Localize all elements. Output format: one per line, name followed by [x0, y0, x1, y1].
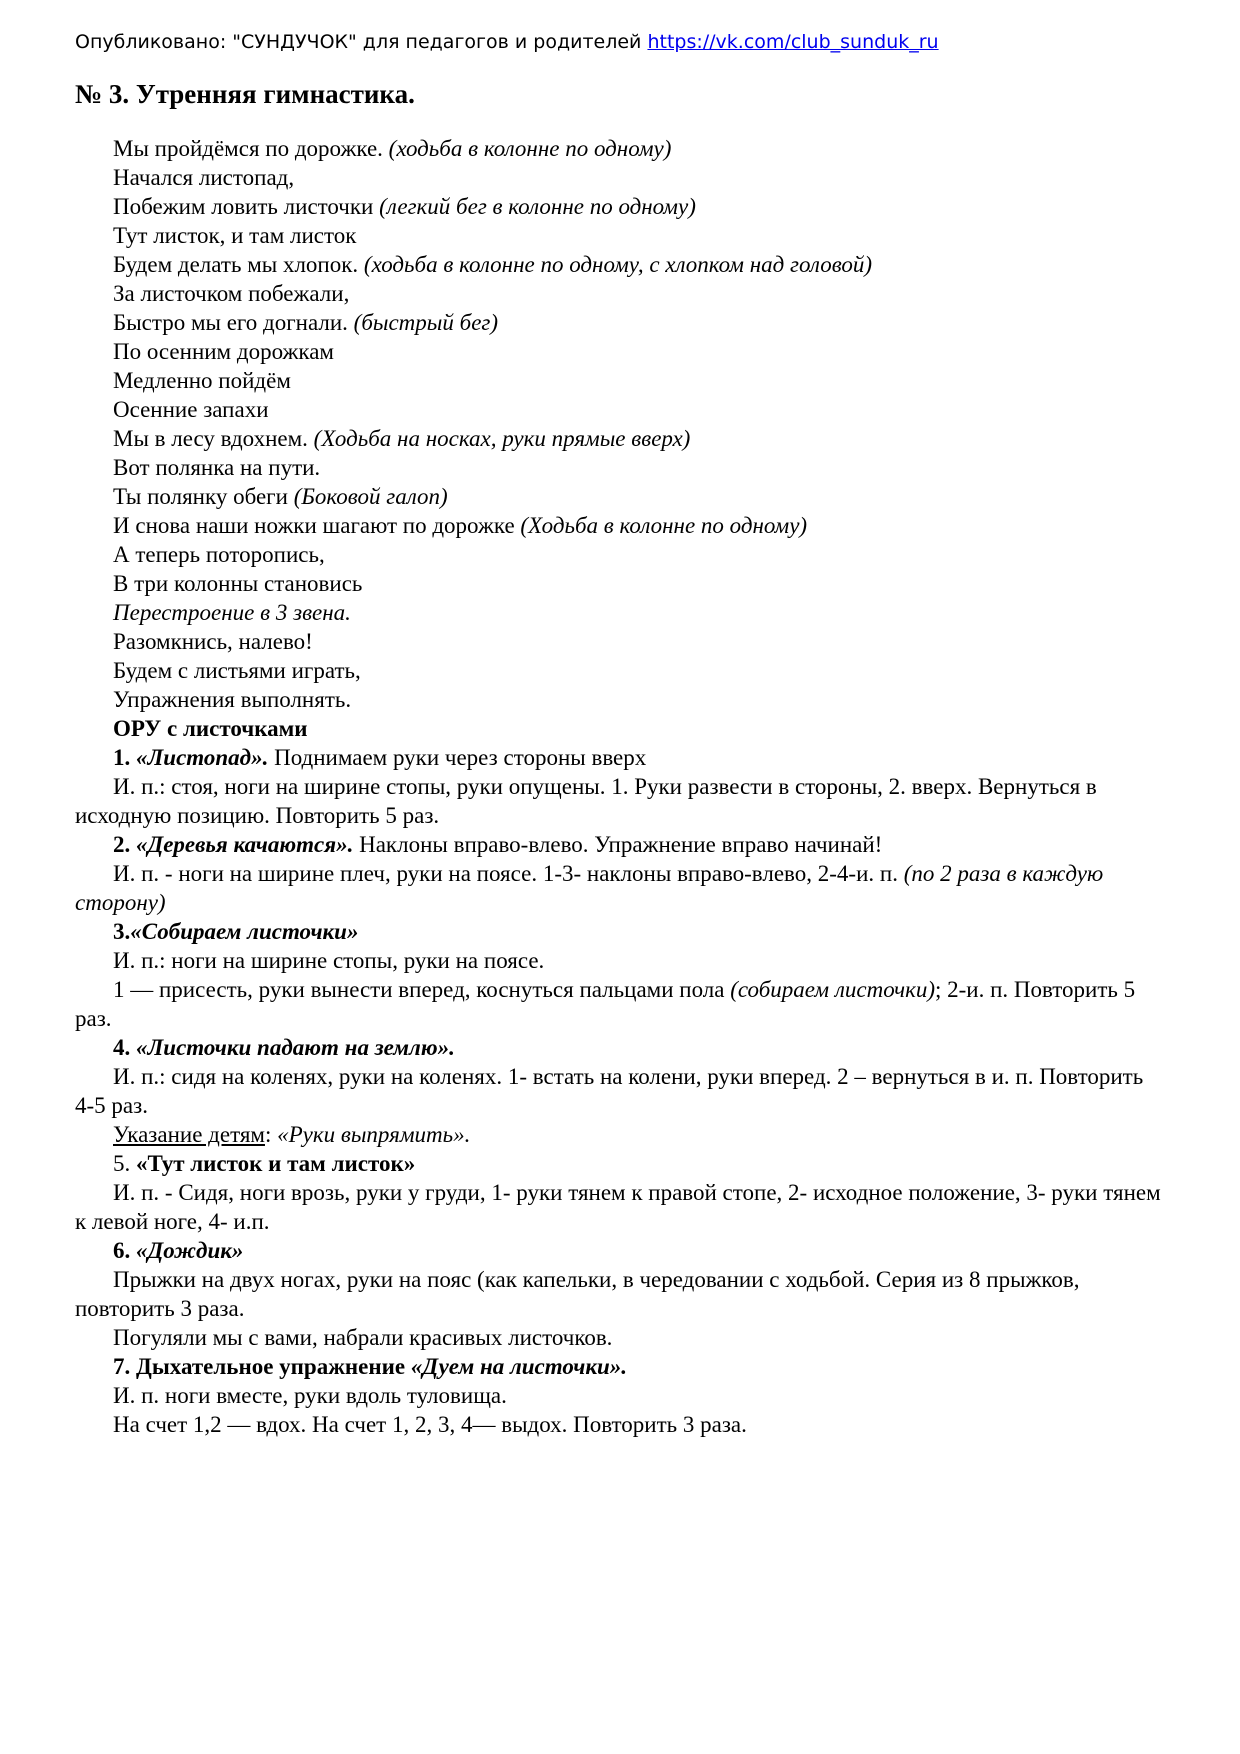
- exercise-3-heading: 3.«Собираем листочки»: [113, 919, 359, 944]
- poem-line-note: (Ходьба на носках, руки прямые вверх): [313, 426, 691, 451]
- poem-line: [75, 192, 1165, 221]
- poem-line-text: По осенним дорожкам: [113, 339, 334, 364]
- poem: [75, 134, 1165, 714]
- document-body: [75, 134, 1165, 1439]
- exercise-3-start: И. п.: ноги на ширине стопы, руки на поясе.: [113, 948, 545, 973]
- poem-line-text: Разомкнись, налево!: [113, 629, 313, 654]
- poem-line: [75, 598, 1165, 627]
- poem-line-note: (быстрый бег): [353, 310, 499, 335]
- exercise-7-body: На счет 1,2 — вдох. На счет 1, 2, 3, 4— выдох. Повторить 3 раза.: [113, 1412, 747, 1437]
- exercise-6-after: Погуляли мы с вами, набрали красивых листочков.: [113, 1325, 613, 1350]
- exercise-4-hint: Указание детям: «Руки выпрямить».: [113, 1122, 471, 1147]
- poem-line: [75, 685, 1165, 714]
- exercise-7-start: И. п. ноги вместе, руки вдоль туловища.: [113, 1383, 507, 1408]
- poem-line: [75, 453, 1165, 482]
- poem-line: [75, 250, 1165, 279]
- poem-line-text: Медленно пойдём: [113, 368, 291, 393]
- poem-line: [75, 308, 1165, 337]
- exercise-5-body: И. п. - Сидя, ноги врозь, руки у груди, 1- руки тянем к правой стопе, 2- исходное положение, 3- руки тянем к левой ноге, 4- и.п.: [75, 1180, 1161, 1234]
- exercise-6-name: «Дождик»: [136, 1238, 244, 1263]
- poem-line: [75, 337, 1165, 366]
- exercise-1-body: И. п.: стоя, ноги на ширине стопы, руки опущены. 1. Руки развести в стороны, 2. вверх. Вернуться в исходную позицию. Повторить 5 раз.: [75, 774, 1097, 828]
- poem-line-text: Мы в лесу вдохнем.: [113, 426, 308, 451]
- poem-line-text: Мы пройдёмся по дорожке.: [113, 136, 383, 161]
- poem-line: [75, 163, 1165, 192]
- poem-line-text: Вот полянка на пути.: [113, 455, 321, 480]
- publisher-text: Опубликовано: "СУНДУЧОК" для педагогов и родителей: [75, 31, 642, 53]
- oru-heading: ОРУ с листочками: [113, 716, 308, 741]
- exercise-6-heading: 6. «Дождик»: [113, 1238, 244, 1263]
- poem-line: [75, 134, 1165, 163]
- poem-line: [75, 366, 1165, 395]
- exercise-5-heading: 5. «Тут листок и там листок»: [113, 1151, 416, 1176]
- exercise-5-name: «Тут листок и там листок»: [136, 1151, 416, 1176]
- poem-line-text: А теперь поторопись,: [113, 542, 325, 567]
- poem-line-text: Тут листок, и там листок: [113, 223, 357, 248]
- exercise-7-heading: 7. Дыхательное упражнение «Дуем на листочки».: [113, 1354, 628, 1379]
- poem-line-note: (Ходьба в колонне по одному): [520, 513, 808, 538]
- exercise-7-name: «Дуем на листочки».: [410, 1354, 628, 1379]
- exercise-4-heading: 4. «Листочки падают на землю».: [113, 1035, 455, 1060]
- exercise-1-name: «Листопад».: [136, 745, 269, 770]
- poem-line: [75, 395, 1165, 424]
- poem-line: [75, 221, 1165, 250]
- poem-line-note: (ходьба в колонне по одному): [388, 136, 672, 161]
- poem-line: [75, 511, 1165, 540]
- poem-line: [75, 279, 1165, 308]
- exercise-2-body: И. п. - ноги на ширине плеч, руки на поясе. 1-3- наклоны вправо-влево, 2-4-и. п. (по 2 раза в каждую сторону): [75, 861, 1104, 915]
- poem-line-note: Перестроение в 3 звена.: [113, 600, 351, 625]
- exercise-2-heading: 2. «Деревья качаются». Наклоны вправо-влево. Упражнение вправо начинай!: [113, 832, 883, 857]
- poem-line: [75, 627, 1165, 656]
- poem-line: [75, 424, 1165, 453]
- poem-line-note: (ходьба в колонне по одному, с хлопком над головой): [363, 252, 873, 277]
- exercise-4-body: И. п.: сидя на коленях, руки на коленях. 1- встать на колени, руки вперед. 2 – вернуться в и. п. Повторить 4-5 раз.: [75, 1064, 1144, 1118]
- poem-line-text: Ты полянку обеги: [113, 484, 288, 509]
- exercise-2-name: «Деревья качаются».: [136, 832, 354, 857]
- poem-line-text: Будем с листьями играть,: [113, 658, 361, 683]
- poem-line-text: И снова наши ножки шагают по дорожке: [113, 513, 515, 538]
- poem-line-text: Побежим ловить листочки: [113, 194, 374, 219]
- exercise-4-name: «Листочки падают на землю».: [136, 1035, 455, 1060]
- poem-line-text: Будем делать мы хлопок.: [113, 252, 359, 277]
- poem-line-note: (легкий бег в колонне по одному): [379, 194, 696, 219]
- exercise-3-body: 1 — присесть, руки вынести вперед, коснуться пальцами пола (собираем листочки); 2-и. п. Повторить 5 раз.: [75, 977, 1136, 1031]
- poem-line: [75, 482, 1165, 511]
- poem-line-note: (Боковой галоп): [293, 484, 448, 509]
- poem-line-text: За листочком побежали,: [113, 281, 350, 306]
- poem-line-text: Осенние запахи: [113, 397, 269, 422]
- poem-line-text: Начался листопад,: [113, 165, 295, 190]
- exercise-6-body: Прыжки на двух ногах, руки на пояс (как капельки, в чередовании с ходьбой. Серия из 8 прыжков, повторить 3 раза.: [75, 1267, 1080, 1321]
- poem-line: [75, 569, 1165, 598]
- poem-line-text: Быстро мы его догнали.: [113, 310, 348, 335]
- poem-line: [75, 656, 1165, 685]
- poem-line-text: Упражнения выполнять.: [113, 687, 352, 712]
- vk-group-link[interactable]: https://vk.com/club_sunduk_ru: [647, 31, 939, 53]
- page-title: № 3. Утренняя гимнастика.: [75, 79, 415, 109]
- poem-line: [75, 540, 1165, 569]
- poem-line-text: В три колонны становись: [113, 571, 363, 596]
- publisher-header: [75, 31, 939, 53]
- exercise-1-heading: 1. «Листопад». Поднимаем руки через стороны вверх: [113, 745, 647, 770]
- exercise-3-name: «Собираем листочки»: [130, 919, 359, 944]
